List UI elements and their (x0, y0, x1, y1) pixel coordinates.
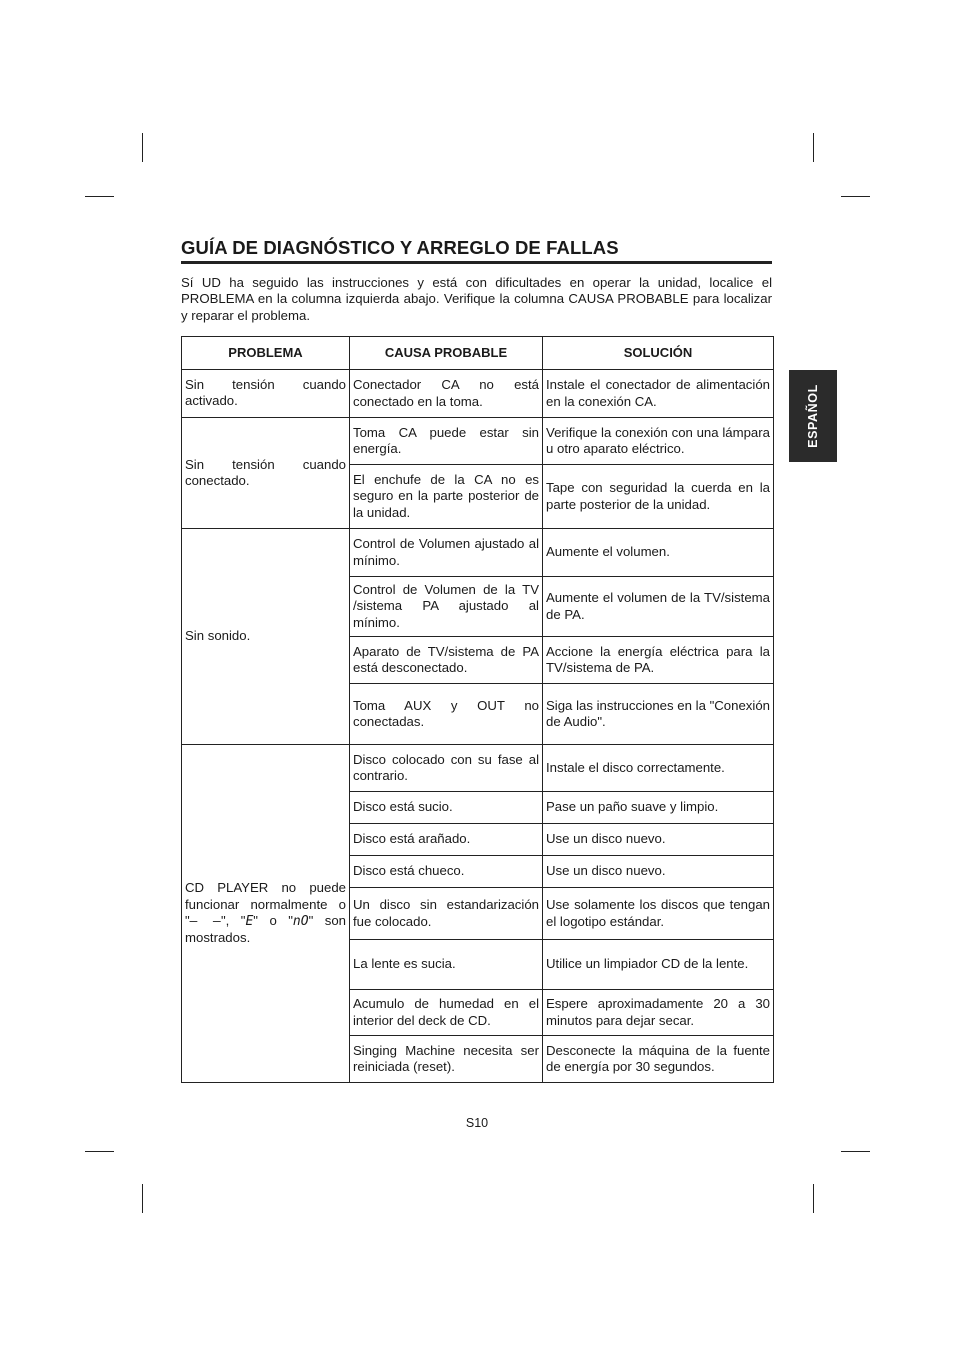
cause-cell: Control de Volumen ajustado al mínimo. (350, 529, 543, 577)
solution-cell: Instale el conectador de alimentación en la conexión CA. (543, 370, 774, 418)
problem-text: " son mostrados. (185, 913, 346, 946)
crop-mark (85, 196, 114, 197)
table-row (182, 745, 774, 792)
table-row (182, 418, 774, 465)
problem-text: " o " (253, 913, 293, 928)
table-header-row (182, 337, 774, 370)
language-tab (789, 370, 837, 462)
crop-mark (142, 1184, 143, 1213)
cause-cell: Disco está sucio. (350, 792, 543, 824)
cause-cell: Control de Volumen de la TV /sistema PA ajustado al mínimo. (350, 577, 543, 637)
solution-cell: Pase un paño suave y limpio. (543, 792, 774, 824)
header-cause: CAUSA PROBABLE (350, 337, 543, 370)
solution-cell: Instale el disco correctamente. (543, 745, 774, 792)
solution-cell: Siga las instrucciones en la "Conexión de Audio". (543, 684, 774, 745)
cause-cell: Singing Machine necesita ser reiniciada (reset). (350, 1036, 543, 1083)
crop-mark (813, 133, 814, 162)
page-number: S10 (465, 1116, 489, 1130)
solution-cell: Tape con seguridad la cuerda en la parte posterior de la unidad. (543, 465, 774, 529)
cause-cell: La lente es sucia. (350, 940, 543, 990)
page-title: GUÍA DE DIAGNÓSTICO Y ARREGLO DE FALLAS (181, 237, 772, 264)
cause-cell: Disco está chueco. (350, 856, 543, 888)
solution-cell: Verifique la conexión con una lámpara u otro aparato eléctrico. (543, 418, 774, 465)
language-tab-label: ESPAÑOL (806, 384, 820, 448)
solution-cell: Aumente el volumen. (543, 529, 774, 577)
cause-cell: Conectador CA no está conectado en la toma. (350, 370, 543, 418)
cause-cell: Toma AUX y OUT no conectadas. (350, 684, 543, 745)
crop-mark (142, 133, 143, 162)
cause-cell: Acumulo de humedad en el interior del deck de CD. (350, 990, 543, 1036)
cause-cell: Aparato de TV/sistema de PA está desconectado. (350, 637, 543, 684)
solution-cell: Aumente el volumen de la TV/sistema de PA. (543, 577, 774, 637)
solution-cell: Desconecte la máquina de la fuente de energía por 30 segundos. (543, 1036, 774, 1083)
table-row (182, 370, 774, 418)
table-row (182, 529, 774, 577)
display-code: E (245, 914, 254, 929)
solution-cell: Use un disco nuevo. (543, 856, 774, 888)
crop-mark (813, 1184, 814, 1213)
problem-cell: Sin tensión cuando conectado. (182, 418, 350, 529)
problem-cell (182, 745, 350, 1083)
crop-mark (841, 196, 870, 197)
header-solution: SOLUCIÓN (543, 337, 774, 370)
solution-cell: Use un disco nuevo. (543, 824, 774, 856)
header-problem: PROBLEMA (182, 337, 350, 370)
problem-cell: Sin sonido. (182, 529, 350, 745)
intro-paragraph: Sí UD ha seguido las instrucciones y está con dificultades en operar la unidad, localice el PROBLEMA en la columna izquierda abajo. Verifique la columna CAUSA PROBABLE para localizar y reparar el problema. (181, 275, 772, 323)
cause-cell: Toma CA puede estar sin energía. (350, 418, 543, 465)
solution-cell: Accione la energía eléctrica para la TV/sistema de PA. (543, 637, 774, 684)
problem-cell: Sin tensión cuando activado. (182, 370, 350, 418)
crop-mark (841, 1151, 870, 1152)
solution-cell: Utilice un limpiador CD de la lente. (543, 940, 774, 990)
cause-cell: Disco está arañado. (350, 824, 543, 856)
solution-cell: Espere aproximadamente 20 a 30 minutos para dejar secar. (543, 990, 774, 1036)
display-code: – – (189, 914, 221, 929)
troubleshooting-table (181, 336, 774, 1083)
problem-text: CD PLAYER no puede funcionar normalmente o " (185, 880, 346, 928)
display-code: nO (292, 914, 309, 929)
crop-mark (85, 1151, 114, 1152)
cause-cell: Un disco sin estandarización fue colocado. (350, 888, 543, 940)
cause-cell: Disco colocado con su fase al contrario. (350, 745, 543, 792)
solution-cell: Use solamente los discos que tengan el logotipo estándar. (543, 888, 774, 940)
cause-cell: El enchufe de la CA no es seguro en la parte posterior de la unidad. (350, 465, 543, 529)
problem-text: ", " (220, 913, 246, 928)
